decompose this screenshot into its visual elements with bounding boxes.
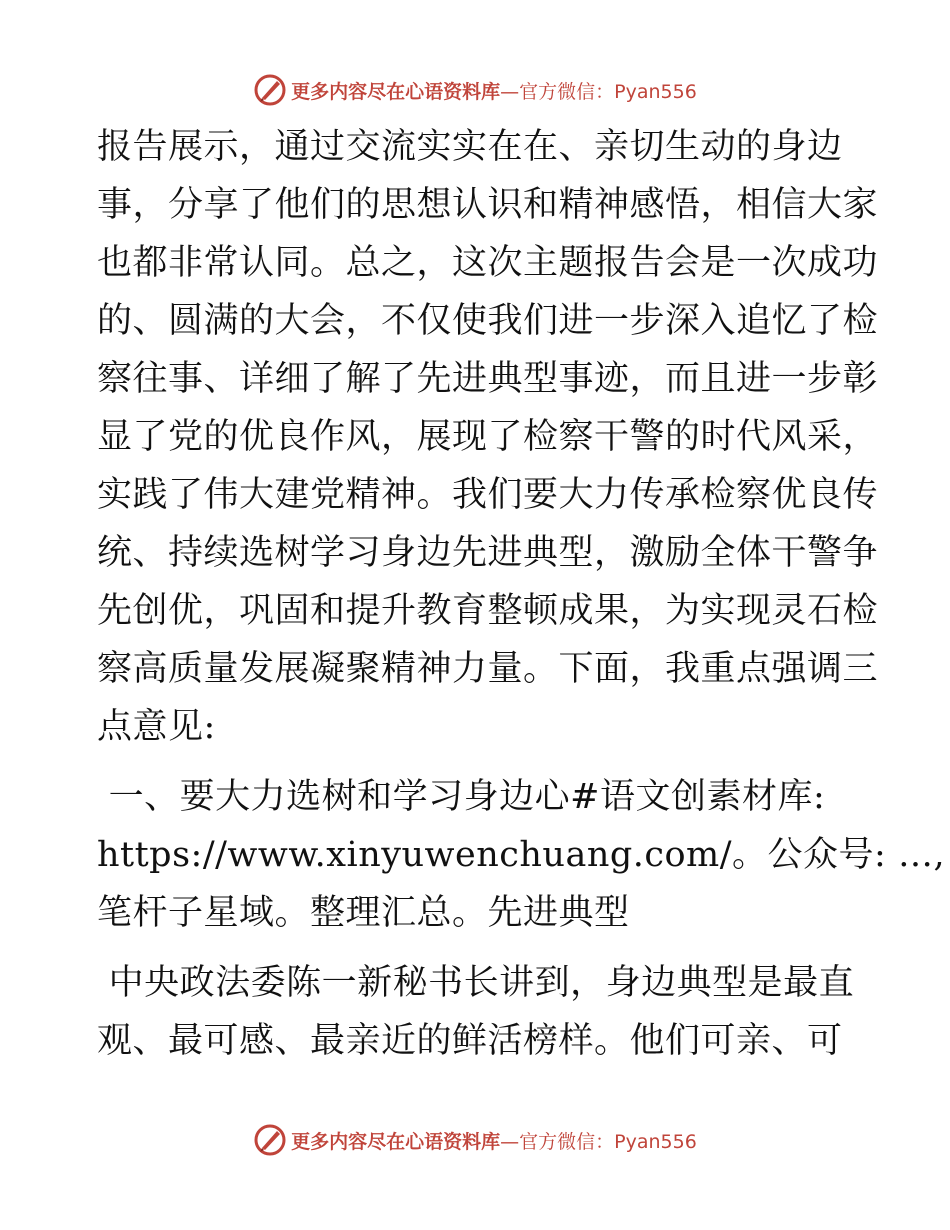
banner-title: 更多内容尽在心语资料库 xyxy=(291,1130,501,1153)
paragraph-heading-one xyxy=(97,768,946,942)
document-body xyxy=(97,118,946,1070)
paragraph-body xyxy=(97,954,857,1070)
text-line: 察往事、详细了解了先进典型事迹，而且进一步彰 xyxy=(97,359,879,399)
text-line: 观、最可感、最亲近的鲜活榜样。他们可亲、可 xyxy=(97,1021,843,1061)
text-line: 先创优，巩固和提升教育整顿成果，为实现灵石检 xyxy=(97,591,879,631)
header-watermark-banner xyxy=(0,70,950,110)
section-heading: 一、要大力选树和学习身边心#语文创素材库: xyxy=(97,777,826,817)
text-line: 笔杆子星域。整理汇总。先进典型 xyxy=(97,893,630,933)
quill-logo-icon xyxy=(253,73,287,107)
quill-logo-icon xyxy=(253,1123,287,1157)
text-line: 点意见: xyxy=(97,707,216,747)
footer-watermark-banner xyxy=(0,1120,950,1160)
paragraph-intro xyxy=(97,118,879,756)
text-line: 显了党的优良作风，展现了检察干警的时代风采， xyxy=(97,417,879,457)
text-line: 的、圆满的大会，不仅使我们进一步深入追忆了检 xyxy=(97,301,879,341)
banner-title: 更多内容尽在心语资料库 xyxy=(291,80,501,103)
text-line: https://www.xinyuwenchuang.com/。公众号: …, xyxy=(97,835,946,875)
text-line: 实践了伟大建党精神。我们要大力传承检察优良传 xyxy=(97,475,879,515)
text-line: 统、持续选树学习身边先进典型，激励全体干警争 xyxy=(97,533,879,573)
text-line: 察高质量发展凝聚精神力量。下面，我重点强调三 xyxy=(97,649,879,689)
text-line: 报告展示，通过交流实实在在、亲切生动的身边 xyxy=(97,127,843,167)
banner-wechat: —官方微信：Pyan556 xyxy=(500,1130,697,1153)
text-line: 中央政法委陈一新秘书长讲到，身边典型是最直 xyxy=(97,963,855,1003)
text-line: 也都非常认同。总之，这次主题报告会是一次成功 xyxy=(97,243,879,283)
text-line: 事，分享了他们的思想认识和精神感悟，相信大家 xyxy=(97,185,879,225)
banner-wechat: —官方微信：Pyan556 xyxy=(500,80,697,103)
